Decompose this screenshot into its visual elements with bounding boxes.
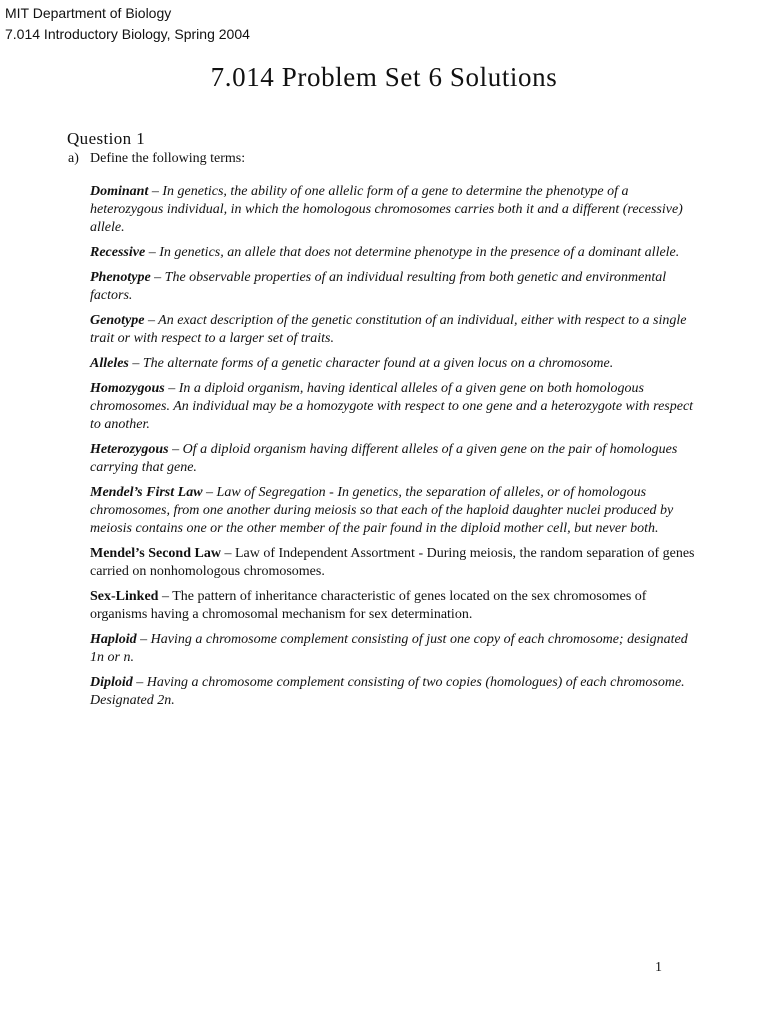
definition-term: Genotype bbox=[90, 313, 145, 328]
definition-item bbox=[90, 269, 702, 305]
definition-text: – Law of Independent Assortment - During meiosis, the random separation of genes carried on nonhomologous chromosomes. bbox=[90, 546, 695, 579]
definition-text: – The observable properties of an individual resulting from both genetic and environmental factors. bbox=[90, 270, 667, 303]
department-header: MIT Department of Biology bbox=[5, 5, 172, 21]
definition-text: – Of a diploid organism having different alleles of a given gene on the pair of homologues carrying that gene. bbox=[90, 442, 678, 475]
page-title: 7.014 Problem Set 6 Solutions bbox=[210, 62, 558, 92]
definition-item bbox=[90, 380, 702, 434]
definition-item bbox=[90, 312, 702, 348]
definition-text: – Law of Segregation - In genetics, the separation of alleles, or of homologous chromosomes, from one another during meiosis so that each of the haploid daughter nuclei produced by meiosis contains one or the other member of the pair found in the diploid mother cell, but never both. bbox=[90, 485, 674, 536]
definition-item bbox=[90, 674, 702, 710]
definition-text: – The pattern of inheritance characteristic of genes located on the sex chromosomes of organisms having a chromosomal mechanism for sex determination. bbox=[90, 589, 647, 622]
definition-item bbox=[90, 355, 702, 373]
definition-item bbox=[90, 631, 702, 667]
definition-text: – An exact description of the genetic constitution of an individual, either with respect to a single trait or with respect to a larger set of traits. bbox=[90, 313, 687, 346]
definition-text: – In a diploid organism, having identical alleles of a given gene on both homologous chromosomes. An individual may be a homozygote with respect to one gene and a heterozygote with respect to another. bbox=[90, 381, 694, 432]
definition-item bbox=[90, 244, 702, 262]
definitions-list bbox=[90, 183, 702, 717]
definition-term: Diploid bbox=[90, 675, 133, 690]
definition-text: – In genetics, the ability of one allelic form of a gene to determine the phenotype of a heterozygous individual, in which the homologous chromosomes carries both it and a different (recessive) allele. bbox=[90, 184, 683, 235]
definition-term: Homozygous bbox=[90, 381, 165, 396]
definition-text: – Having a chromosome complement consisting of two copies (homologues) of each chromosome. Designated 2n. bbox=[90, 675, 685, 708]
definition-item bbox=[90, 183, 702, 237]
definition-term: Dominant bbox=[90, 184, 149, 199]
definition-term: Phenotype bbox=[90, 270, 151, 285]
definition-term: Haploid bbox=[90, 632, 137, 647]
definition-term: Mendel’s First Law bbox=[90, 485, 203, 500]
definition-term: Recessive bbox=[90, 245, 146, 260]
definition-text: – The alternate forms of a genetic character found at a given locus on a chromosome. bbox=[128, 356, 614, 371]
question-part-a bbox=[68, 150, 245, 168]
definition-term: Mendel’s Second Law bbox=[90, 546, 221, 561]
definition-text: – Having a chromosome complement consisting of just one copy of each chromosome; designated 1n or n. bbox=[90, 632, 688, 665]
definition-item bbox=[90, 545, 702, 581]
definition-item bbox=[90, 588, 702, 624]
definition-item bbox=[90, 484, 702, 538]
definition-term: Heterozygous bbox=[90, 442, 169, 457]
definition-term: Alleles bbox=[90, 356, 129, 371]
part-label: a) bbox=[68, 151, 79, 166]
definition-term: Sex-Linked bbox=[90, 589, 159, 604]
definition-item bbox=[90, 441, 702, 477]
page-number: 1 bbox=[655, 960, 662, 975]
course-header: 7.014 Introductory Biology, Spring 2004 bbox=[5, 26, 250, 42]
part-text: Define the following terms: bbox=[90, 151, 246, 166]
definition-text: – In genetics, an allele that does not determine phenotype in the presence of a dominant allele. bbox=[145, 245, 680, 260]
question-heading: Question 1 bbox=[67, 129, 146, 148]
